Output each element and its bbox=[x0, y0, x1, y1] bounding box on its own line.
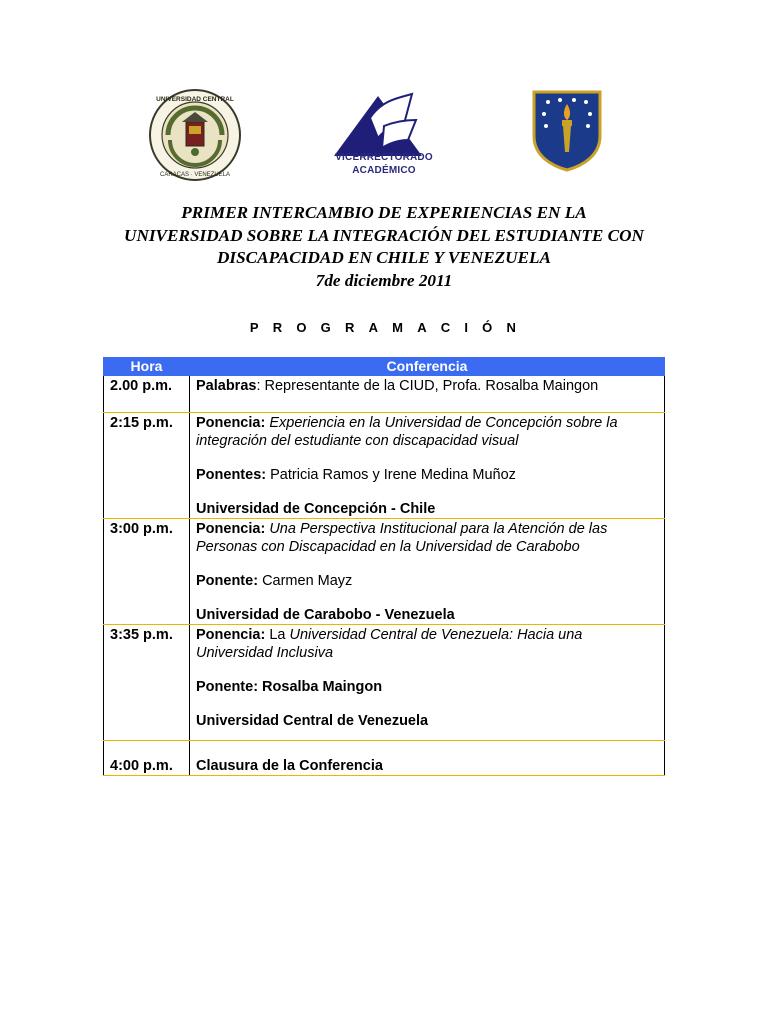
row-label: Palabras bbox=[196, 378, 257, 394]
header-hora: Hora bbox=[104, 358, 190, 376]
row-label: Ponencia: bbox=[196, 415, 266, 431]
row-time: 2:15 p.m. bbox=[104, 413, 190, 519]
schedule-table bbox=[103, 357, 665, 776]
row-time: 3:35 p.m. bbox=[104, 625, 190, 741]
svg-text:UNIVERSIDAD CENTRAL: UNIVERSIDAD CENTRAL bbox=[156, 96, 234, 103]
row-institution: Universidad de Carabobo - Venezuela bbox=[196, 607, 455, 623]
row-prefix: La bbox=[269, 627, 286, 643]
title-date: 7de diciembre 2011 bbox=[315, 270, 453, 290]
section-heading: PROGRAMACIÓN bbox=[249, 320, 531, 335]
row-speaker: Carmen Mayz bbox=[262, 573, 353, 589]
row-label: Ponencia: bbox=[196, 521, 266, 537]
table-row bbox=[104, 741, 665, 776]
row-content bbox=[190, 519, 665, 625]
row-speaker: Patricia Ramos y Irene Medina Muñoz bbox=[270, 467, 516, 483]
row-content bbox=[190, 625, 665, 741]
row-time: 4:00 p.m. bbox=[104, 741, 190, 776]
row-talk-title: Experiencia en la Universidad de Concepción sobre la integración del estudiante con discapacidad visual bbox=[196, 415, 618, 449]
table-row bbox=[104, 376, 665, 413]
row-speaker: Ponente: Rosalba Maingon bbox=[196, 679, 383, 695]
row-institution: Universidad Central de Venezuela bbox=[196, 713, 429, 729]
row-content bbox=[190, 413, 665, 519]
row-content bbox=[190, 741, 665, 776]
row-content bbox=[190, 376, 665, 413]
logo-row bbox=[0, 88, 768, 188]
row-text: Clausura de la Conferencia bbox=[196, 758, 383, 774]
row-speaker-label: Ponente: bbox=[196, 573, 259, 589]
row-time: 3:00 p.m. bbox=[104, 519, 190, 625]
vicerrectorado-logo bbox=[326, 90, 442, 182]
title-line-3: DISCAPACIDAD EN CHILE Y VENEZUELA bbox=[217, 248, 551, 267]
udec-shield-logo bbox=[532, 90, 602, 172]
row-time: 2.00 p.m. bbox=[104, 376, 190, 413]
row-speaker-label: Ponentes: bbox=[196, 467, 267, 483]
table-row bbox=[104, 413, 665, 519]
row-text: : Representante de la CIUD, Profa. Rosalba Maingon bbox=[256, 378, 599, 394]
vicerrectorado-line2: ACADÉMICO bbox=[352, 165, 416, 176]
row-talk-title: Una Perspectiva Institucional para la Atención de las Personas con Discapacidad en la Universidad de Carabobo bbox=[196, 521, 608, 555]
vicerrectorado-line1: VICERRECTORADO bbox=[335, 152, 433, 163]
title-line-1: PRIMER INTERCAMBIO DE EXPERIENCIAS EN LA bbox=[181, 203, 587, 222]
table-row bbox=[104, 625, 665, 741]
document-title bbox=[60, 202, 708, 292]
table-header-row bbox=[104, 358, 665, 376]
ucv-seal-logo bbox=[148, 88, 242, 182]
mountain-book-icon bbox=[326, 90, 442, 158]
svg-text:CARACAS · VENEZUELA: CARACAS · VENEZUELA bbox=[159, 172, 231, 178]
header-conferencia: Conferencia bbox=[190, 358, 665, 376]
row-talk-title: Universidad Central de Venezuela: Hacia una Universidad Inclusiva bbox=[196, 627, 583, 661]
title-line-2: UNIVERSIDAD SOBRE LA INTEGRACIÓN DEL ESTUDIANTE CON bbox=[124, 225, 644, 245]
table-row bbox=[104, 519, 665, 625]
row-institution: Universidad de Concepción - Chile bbox=[196, 501, 436, 517]
row-label: Ponencia: bbox=[196, 627, 266, 643]
